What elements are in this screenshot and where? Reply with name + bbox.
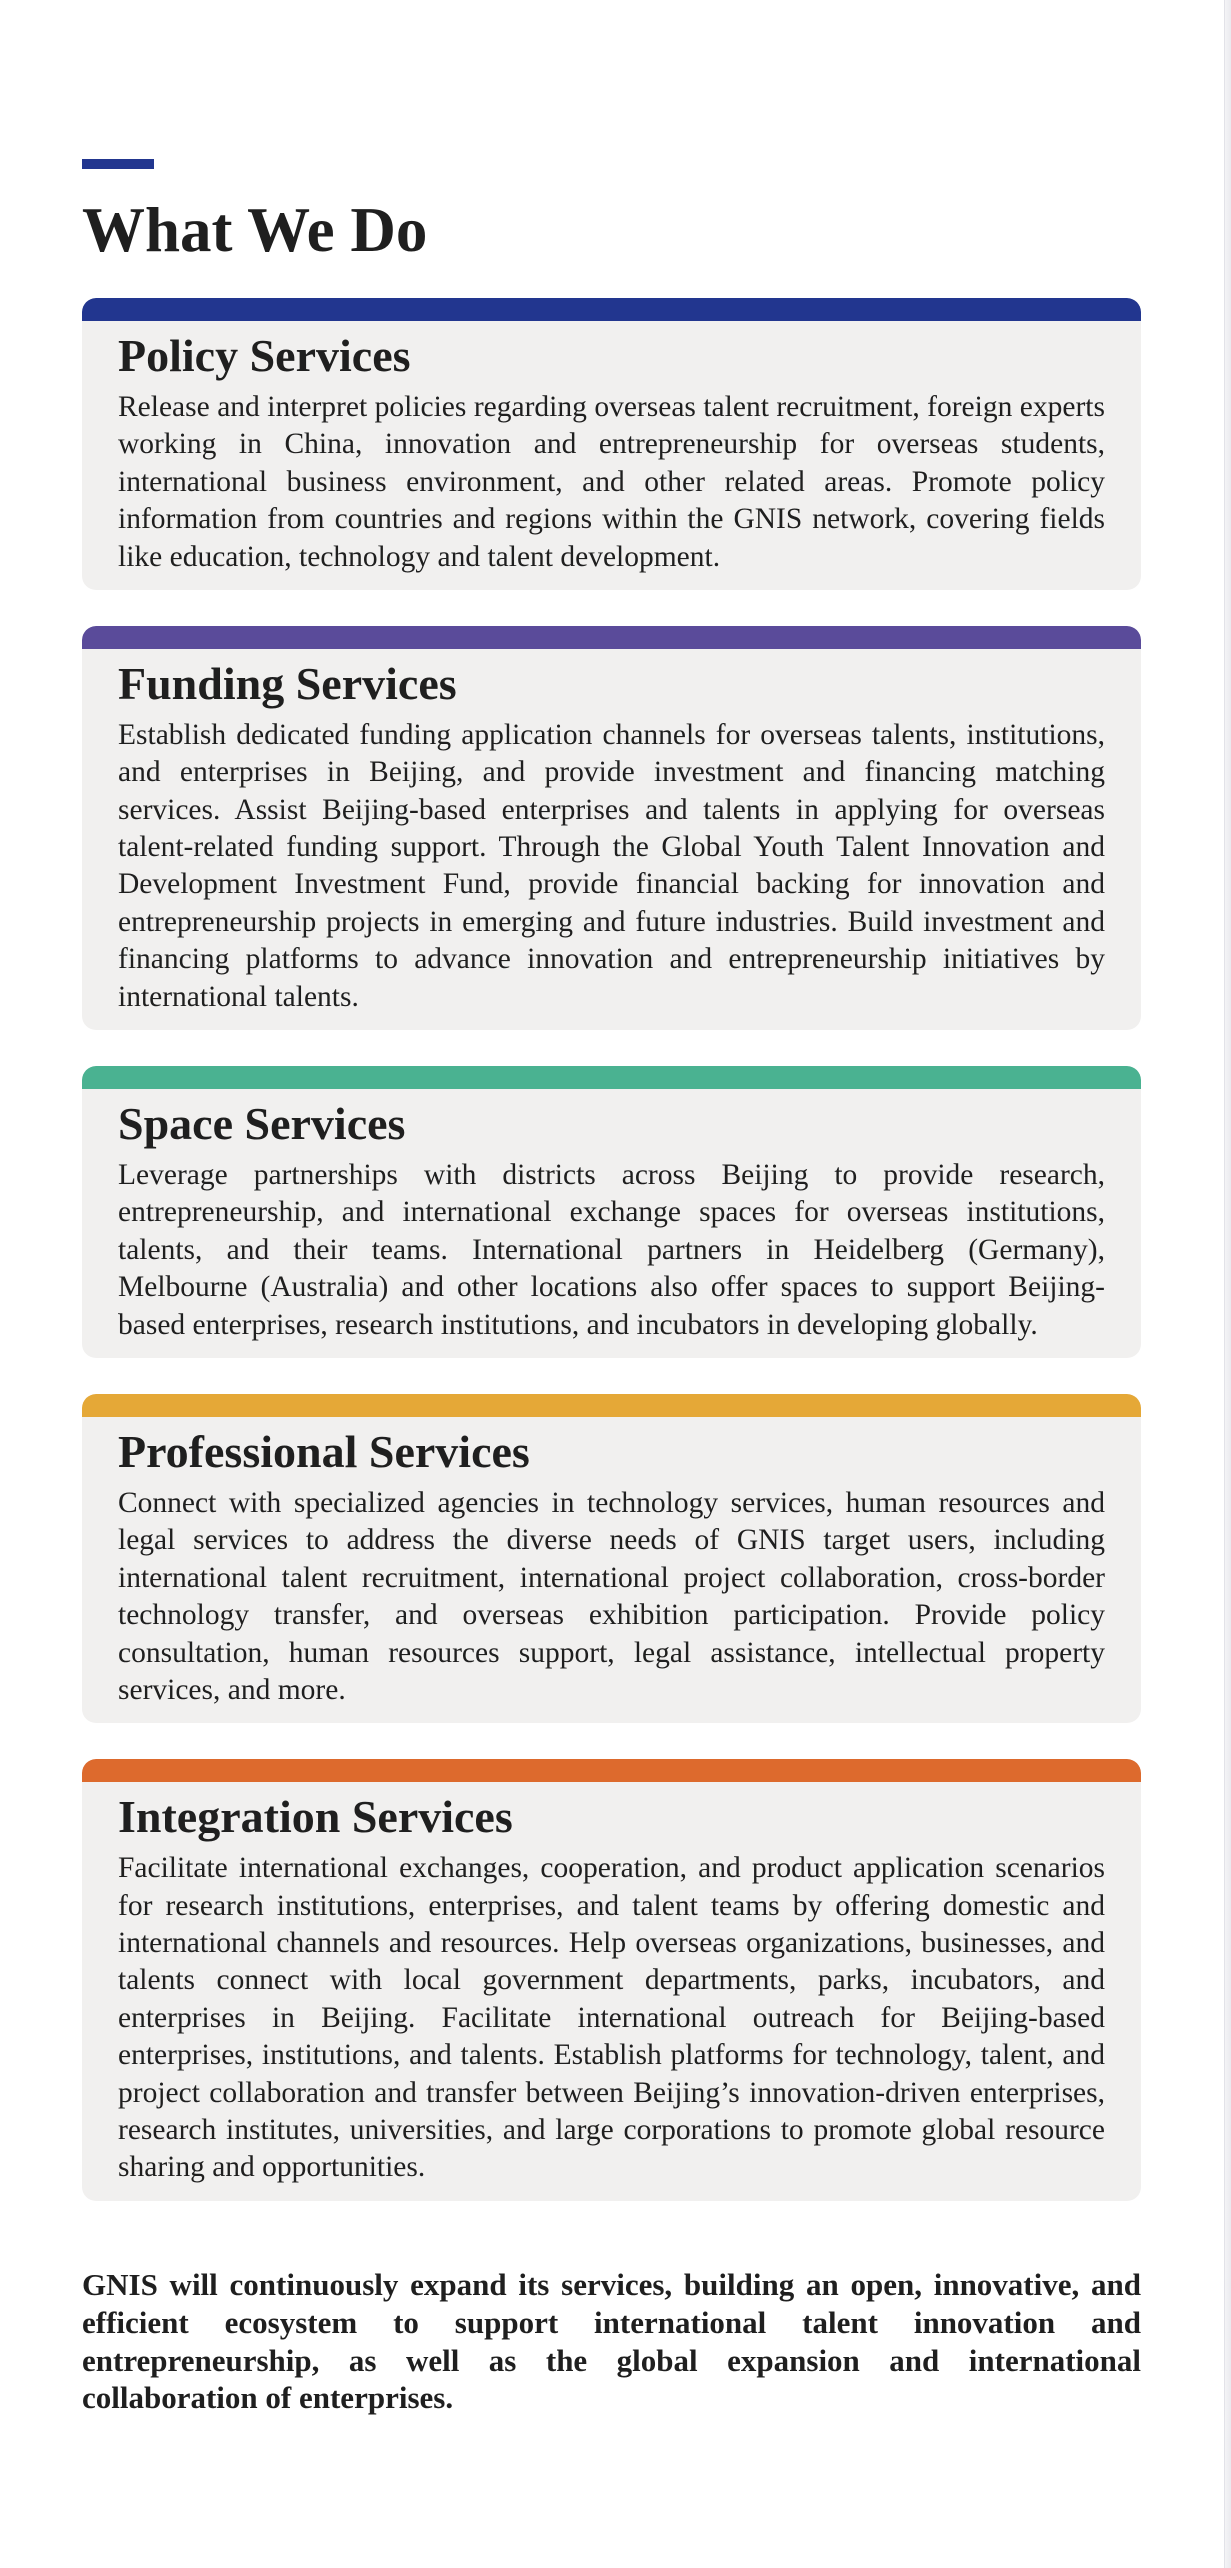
service-description: Leverage partnerships with districts across Beijing to provide research, entrepreneurship, and international exchange spaces for overseas institutions, talents, and their teams. International partners in Heidelberg (Germany), Melbourne (Australia) and other locations also offer spaces to support Beijing-based enterprises, research institutions, and incubators in developing globally. xyxy=(118,1158,1105,1341)
page-title: What We Do xyxy=(82,195,428,265)
service-card-color-bar xyxy=(82,1759,1141,1782)
service-title: Funding Services xyxy=(118,657,457,709)
page-edge-strip xyxy=(1224,0,1231,2568)
services-list xyxy=(82,298,1141,2237)
service-card-color-bar xyxy=(82,626,1141,649)
title-accent-bar xyxy=(82,159,154,169)
service-title: Professional Services xyxy=(118,1425,530,1477)
service-card-integration xyxy=(82,1759,1141,2201)
service-title: Integration Services xyxy=(118,1791,513,1843)
service-description: Establish dedicated funding application channels for overseas talents, institutions, and enterprises in Beijing, and provide investment and financing matching services. Assist Beijing-based enterprises and talents in applying for overseas talent-related funding support. Through the Global Youth Talent Innovation and Development Investment Fund, provide financial backing for innovation and entrepreneurship projects in emerging and future industries. Build investment and financing platforms to advance innovation and entrepreneurship initiatives by international talents. xyxy=(118,718,1105,1013)
service-card-policy xyxy=(82,298,1141,590)
service-card-color-bar xyxy=(82,1394,1141,1417)
service-title: Space Services xyxy=(118,1098,406,1150)
service-title: Policy Services xyxy=(118,330,411,381)
service-description: Facilitate international exchanges, cooperation, and product application scenarios for research institutions, enterprises, and talent teams by offering domestic and international channels and resources. Help overseas organizations, businesses, and talents connect with local government departments, parks, incubators, and enterprises in Beijing. Facilitate international outreach for Beijing-based enterprises, institutions, and talents. Establish platforms for technology, talent, and project collaboration and transfer between Beijing’s innovation-driven enterprises, research institutes, universities, and large corporations to promote global resource sharing and opportunities. xyxy=(118,1852,1105,2184)
service-card-space xyxy=(82,1066,1141,1358)
closing-statement: GNIS will continuously expand its services, building an open, innovative, and efficient ecosystem to support international talent innovation and entrepreneurship, as well as the global expansion and international collaboration of enterprises. xyxy=(82,2267,1141,2416)
service-card-color-bar xyxy=(82,298,1141,321)
service-card-professional xyxy=(82,1394,1141,1723)
service-card-funding xyxy=(82,626,1141,1030)
service-description: Release and interpret policies regarding overseas talent recruitment, foreign experts working in China, innovation and entrepreneurship for overseas students, international business environment, and other related areas. Promote policy information from countries and regions within the GNIS network, covering fields like education, technology and talent development. xyxy=(118,390,1105,573)
service-description: Connect with specialized agencies in technology services, human resources and legal services to address the diverse needs of GNIS target users, including international talent recruitment, international project collaboration, cross-border technology transfer, and overseas exhibition participation. Provide policy consultation, human resources support, legal assistance, intellectual property services, and more. xyxy=(118,1486,1105,1706)
service-card-color-bar xyxy=(82,1066,1141,1089)
